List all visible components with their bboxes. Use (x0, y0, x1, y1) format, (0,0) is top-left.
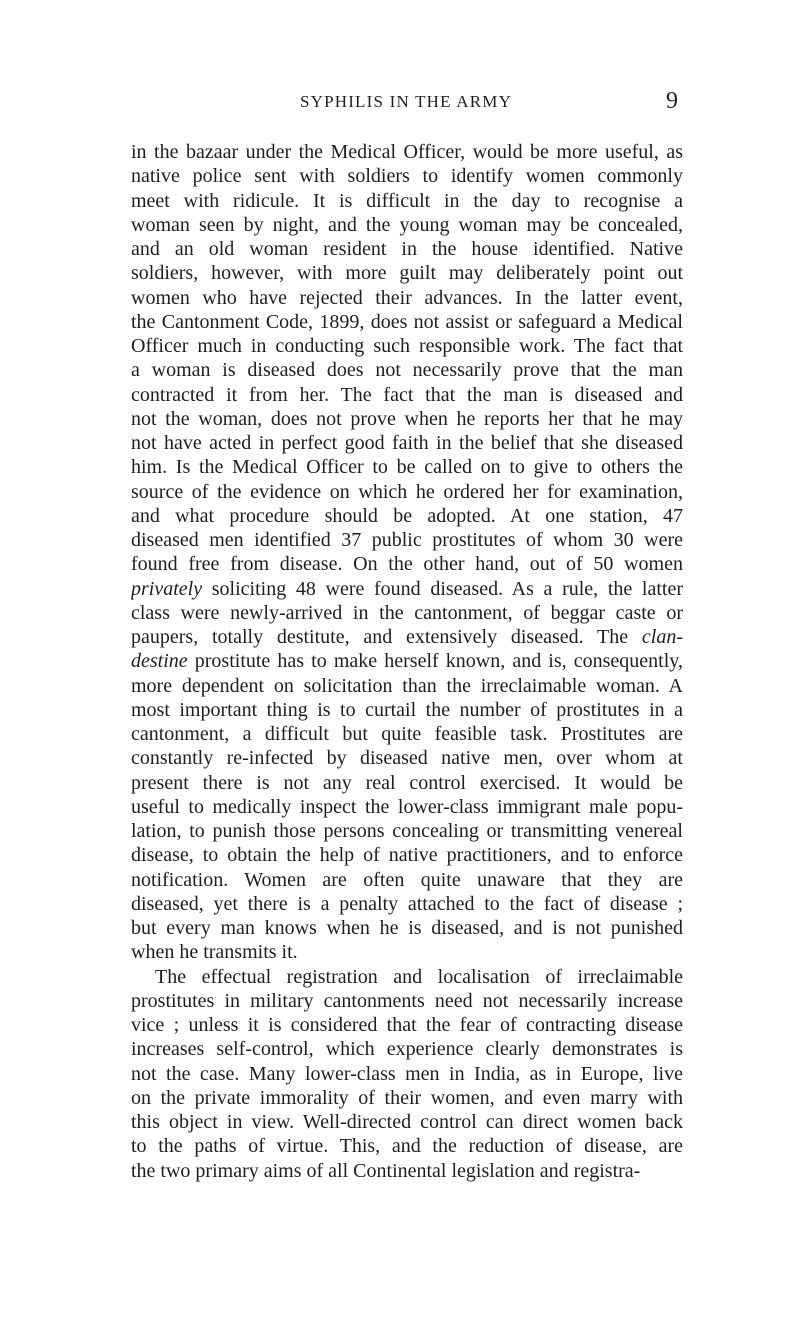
text-segment: when he transmits it. (131, 941, 298, 964)
text-segment: meet with ridicule. It is difficult in the day to recognise a (131, 189, 683, 212)
text-line (131, 237, 683, 261)
running-head (172, 90, 680, 116)
italic-text: clan- (641, 626, 683, 648)
text-line (131, 577, 683, 601)
text-line (131, 1110, 683, 1134)
text-line (131, 213, 683, 237)
text-line (131, 1062, 683, 1086)
text-segment: present there is not any real control exercised. It would be (131, 771, 683, 794)
text-segment: not have acted in perfect good faith in the belief that she diseased (131, 432, 683, 454)
text-line (131, 649, 683, 673)
text-line (131, 965, 683, 989)
text-segment: not the case. Many lower-class men in India, as in Europe, live (131, 1062, 683, 1085)
text-segment: useful to medically inspect the lower-class immigrant male popu- (131, 795, 683, 818)
text-line (131, 286, 683, 310)
text-line (131, 189, 683, 213)
text-segment: on the private immorality of their women, and even marry with (131, 1086, 683, 1109)
text-line (131, 843, 683, 867)
text-segment: and what procedure should be adopted. At one station, 47 (131, 504, 683, 527)
text-segment: diseased men identified 37 public prostitutes of whom 30 were (131, 529, 683, 551)
text-segment: a woman is diseased does not necessarily prove that the man (131, 359, 683, 382)
text-segment: increases self-control, which experience clearly demonstrates is (131, 1038, 683, 1061)
text-segment: prostitutes in military cantonments need not necessarily increase (131, 989, 683, 1012)
text-line (131, 431, 683, 455)
italic-text: privately (131, 577, 203, 600)
text-line (131, 383, 683, 407)
page-number: 9 (666, 88, 678, 114)
text-segment: the Cantonment Code, 1899, does not assist or safeguard a Medical (131, 310, 683, 333)
text-line (131, 722, 683, 746)
text-line (131, 940, 683, 964)
text-segment: to the paths of virtue. This, and the reduction of disease, are (131, 1135, 683, 1158)
text-segment: disease, to obtain the help of native practitioners, and to enforce (131, 844, 683, 867)
text-segment: this object in view. Well-directed control can direct women back (131, 1111, 683, 1133)
text-line (131, 528, 683, 552)
text-segment: in the bazaar under the Medical Officer, would be more useful, as (131, 141, 683, 163)
text-line (131, 455, 683, 479)
text-line (131, 261, 683, 285)
text-segment: soldiers, however, with more guilt may deliberately point out (131, 262, 683, 285)
text-line (131, 868, 683, 892)
text-segment: most important thing is to curtail the number of prostitutes in a (131, 698, 683, 721)
text-line (131, 504, 683, 528)
text-segment: source of the evidence on which he ordered her for examination, (131, 480, 683, 503)
text-line (131, 140, 683, 164)
italic-text: destine (131, 650, 188, 673)
text-segment: The effectual registration and localisation of irreclaimable (155, 965, 683, 988)
text-line (131, 819, 683, 843)
text-line (131, 795, 683, 819)
text-line (131, 1013, 683, 1037)
text-segment: lation, to punish those persons concealing or transmitting venereal (131, 820, 683, 842)
text-segment: and an old woman resident in the house identified. Native (131, 238, 683, 260)
text-line (131, 480, 683, 504)
text-segment: constantly re-infected by diseased native men, over whom at (131, 747, 683, 770)
text-segment: paupers, totally destitute, and extensively diseased. The (131, 626, 642, 648)
text-segment: found free from disease. On the other hand, out of 50 women (131, 553, 683, 576)
text-segment: native police sent with soldiers to identify women commonly (131, 165, 683, 188)
text-line (131, 358, 683, 382)
text-segment: him. Is the Medical Officer to be called on to give to others the (131, 456, 683, 479)
text-line (131, 698, 683, 722)
body-text (131, 140, 683, 1183)
text-line (131, 407, 683, 431)
text-line (131, 916, 683, 940)
text-line (131, 771, 683, 795)
text-segment: but every man knows when he is diseased, and is not punished (131, 917, 683, 939)
text-line (131, 601, 683, 625)
paragraph (131, 965, 683, 1183)
text-line (131, 625, 683, 649)
text-segment: the two primary aims of all Continental legislation and registra- (131, 1159, 641, 1182)
text-segment: notification. Women are often quite unaware that they are (131, 868, 683, 891)
text-segment: Officer much in conducting such responsible work. The fact that (131, 335, 683, 357)
text-segment: woman seen by night, and the young woman may be concealed, (131, 213, 683, 236)
text-segment: more dependent on solicitation than the irreclaimable woman. A (131, 674, 683, 697)
text-line (131, 989, 683, 1013)
text-line (131, 892, 683, 916)
text-segment: women who have rejected their advances. In the latter event, (131, 286, 683, 309)
text-segment: contracted it from her. The fact that the man is diseased and (131, 383, 683, 406)
running-title: SYPHILIS IN THE ARMY (299, 92, 513, 111)
text-line (131, 310, 683, 334)
text-segment: prostitute has to make herself known, and is, consequently, (187, 650, 683, 673)
text-line (131, 674, 683, 698)
text-line (131, 334, 683, 358)
text-line (131, 1037, 683, 1061)
text-segment: not the woman, does not prove when he reports her that he may (131, 407, 683, 430)
text-line (131, 552, 683, 576)
text-line (131, 1086, 683, 1110)
text-segment: class were newly-arrived in the cantonment, of beggar caste or (131, 601, 683, 624)
paragraph (131, 140, 683, 965)
text-segment: vice ; unless it is considered that the fear of contracting disease (131, 1014, 683, 1036)
text-segment: cantonment, a difficult but quite feasible task. Prostitutes are (131, 723, 683, 745)
text-line (131, 1134, 683, 1158)
text-line (131, 1159, 683, 1183)
text-segment: diseased, yet there is a penalty attached to the fact of disease ; (131, 892, 683, 915)
text-line (131, 164, 683, 188)
text-segment: soliciting 48 were found diseased. As a rule, the latter (202, 577, 683, 600)
text-line (131, 746, 683, 770)
